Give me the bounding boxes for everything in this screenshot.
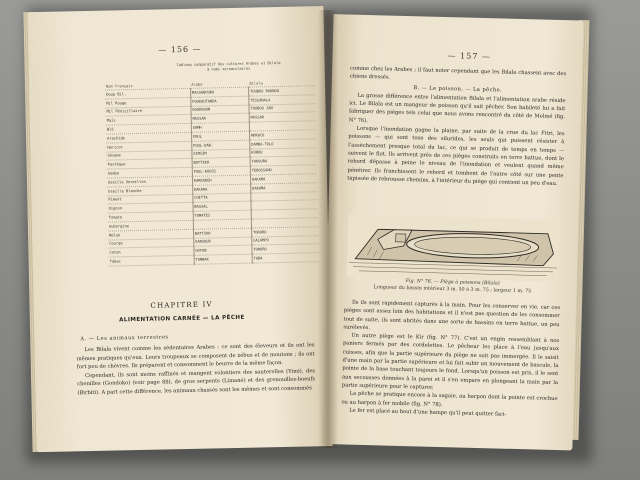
section-title: A. — Les animaux terrestres [80,334,169,343]
table-header-fr: Nom français [105,81,190,90]
table-cell-bi: TAKOURA [250,156,317,166]
right-page-number: — 157 — [447,51,492,62]
table-cell-bi: TESSANALA [249,95,316,105]
table-cell-fr: Coton [108,247,193,258]
table-cell-fr: Aubergine [108,220,193,231]
table-cell-fr: Doup Bil. [105,88,190,99]
right-page [322,14,583,450]
table-cell-ar: CHITTA [193,193,251,203]
paragraph: La grosse différence entre l'alimentation Bilala et l'alimentation arabe réside ici. Le Bilala est un mangeur de poisson qu'il sait pêcher. Son habileté lui a fait fabriquer des pièges tels celui que nous avons rencontré du côté de Melmé (fig. N° 76). [348,92,566,124]
table-cell-ar: DOUKHOUN [191,105,249,115]
table-cell-fr: Courge [108,238,193,249]
table-cell-fr: Maïs [106,115,191,126]
paragraph: Les Bilala vivent comme les sédentaires Arabes : ce sont des éleveurs et ils ont les mêmes pratiques qu'eux. Leurs troupeaux se composent de zébus et de moutons ; ils ont fort peu de chèvres. Ils préparent et consomment le beurre de la même façon. [76,342,315,371]
right-body-text [347,65,566,189]
table-header-bi: Bilala [248,78,315,87]
left-page [27,6,332,452]
table-cell-ar: FOUL-DAB. [192,140,250,150]
section-heading: B. — Le poisson. — La pêche. [413,84,503,94]
table-cell-fr: Melon [108,229,193,240]
table-cell-ar: GAMH [191,122,249,132]
table-cell-fr: Arachide [106,132,191,143]
table-cell-ar: MASSABOURA [190,87,248,97]
table-cell-ar: FOUKOUTANDA [191,96,249,106]
table-cell-fr: Blé [106,124,191,135]
table-cell-ar: TOMATES [193,210,251,220]
book-gutter [318,10,338,448]
table-cell-ar: SIMSIM [192,149,250,159]
paragraph: comme chez les Arabes ; il faut noter cependant que les Bilala chassent avec des chiens dressés. [349,65,567,81]
figure-caption-dimensions: Longueur du bassin intérieur 3 m. 50 à 3 m. 75 ; largeur 1 m. 75 [373,285,532,295]
table-cell-ar: DAKARA [192,184,250,194]
table-caption [139,60,319,73]
right-body-text-lower [341,298,560,420]
table-cell-ar: BATTIKH [193,228,251,238]
table-caption-line: à noms vernaculaires [207,66,251,72]
table-cell-fr: Pastèque [107,159,192,170]
table-cell-ar: GARGOUR [194,237,252,247]
table-cell-fr: Haricot [106,141,191,152]
table-cell-bi: TOUBOU ROUBOU [249,86,316,96]
table-header-ar: Arabe [190,80,248,89]
crop-names-table [105,78,319,266]
left-page-number: — 156 — [158,44,202,55]
paragraph: Ils ils sont rapidement capturés à la main. Pour les conserver en vie, car ces pièges sont assez loin des habitations et il n'est pas question de les consommer tout de suite, ils sont abrités dans une sorte de bassins en terre battue, un peu surélevés. [343,299,561,332]
table-cell-bi: TORORO [251,226,318,236]
table-cell-bi: GALAMPO [252,235,319,245]
table-cell-ar: GOTON [194,245,252,255]
table-cell-bi: KOROU [250,147,317,157]
table-cell-bi: TABA [252,253,319,263]
chapter-subtitle: ALIMENTATION CARNÉE — LA PÊCHE [119,314,245,324]
left-body-text [76,341,315,398]
chapter-title: CHAPITRE IV [150,300,213,310]
table-cell-bi: TEBOSSANO [250,165,317,175]
table-cell-fr: Oseille Vermillon [107,176,192,187]
paragraph: Le fer est placé au bout d'une hampe qu'il peut quitter faci- [349,407,507,418]
table-caption-line: Tableau comparatif des cultures Arabes et Bilala [176,60,281,68]
table-cell-bi: MASSAR [249,112,316,122]
table-cell-ar: BATTIKH [192,157,250,167]
table-cell-ar: FOUL [191,131,249,141]
table-cell-fr: Tomate [108,211,193,222]
table-cell-ar: MASSAR [191,114,249,124]
table-cell-bi: MOROCO [249,130,316,140]
table-cell-fr: Oseille Blanche [107,185,192,196]
paragraph: La pêche se pratique encore à la sagaie, au harpon dont la pointe est crochue ou au harpon à fer mobile (fig. N° 78). [341,390,558,408]
table-cell-fr: Sésame [106,150,191,161]
table-cell-bi: TORORO [252,244,319,254]
table-cell-bi: DAMBA-TOLO [250,139,317,149]
table-cell-fr: Oignon [108,203,193,214]
fish-trap-figure [347,215,561,283]
table-cell-fr: Piment [107,194,192,205]
table-cell-bi: TOUBOU JAN [249,103,316,113]
figure-caption-title: Fig. N° 76. — Piège à poissons (Bilala) [405,279,500,287]
table-cell-fr: Gombo [107,168,192,179]
table-cell-ar: TOMBAK [194,254,252,264]
table-cell-bi: DAKAMA [250,174,317,184]
table-cell-fr: Mil Pénicillaire [105,106,190,117]
paragraph: Cependant, ils sont moins raffinés et mangent volontiers des sauterelles (Yimi), des chenilles (Gondoko) (voir page 88), de gros serpents (Limané) et des grenouilles-boeufs (Birbiti). A part cette différence, les animaux chassés sont les mêmes et sont consommés [77,368,316,397]
table-cell-bi: DAKAMA [251,182,318,192]
table-cell-ar: FOUL-KOUSS [192,166,250,176]
table-cell-fr: Tabac [109,255,194,266]
table-cell-ar: BASSAL [193,201,251,211]
table-cell-fr: Mil Rouge [105,97,190,108]
paragraph: Un autre piège est le Kir (fig. N° 77). C'est un engin ressemblant à nos paniers fermés par des cordelettes. Le pêcheur les place à l'eau jusqu'aux cuisses, afin que la partie supérieure du piège ne soit pas immergée. Il le saisit d'une main par la partie supérieure et lui fait subir un mouvement de bascule, la pointe de la base touchant toujours le fond. Lorsqu'un poisson est pris, il le sent aux secousses données à la paroi et il s'en empare en plongeant la main par la partie supérieure pour le capturer. [341,332,560,391]
paragraph: Lorsque l'inondation gagne la plaine, par suite de la crue du lac Fitri, les poissons — qui sont tous des silurides, les seuls qui puissent résister à l'assèchement presque total du lac, ce qui se produit de temps en temps — suivent le flot. Ils arrivent près de ces pièges construits en terre battue, dont le rebord dépasse à peine le niveau de l'inondation et veulent quand même pénétrer. Ils franchissent le rebord et tombent de l'autre côté sur une pente tapissée de rebrousse chemins, à l'intérieur du piège qui contient un peu d'eau. [347,125,565,187]
table-cell-ar: KARKADEH [192,175,250,185]
